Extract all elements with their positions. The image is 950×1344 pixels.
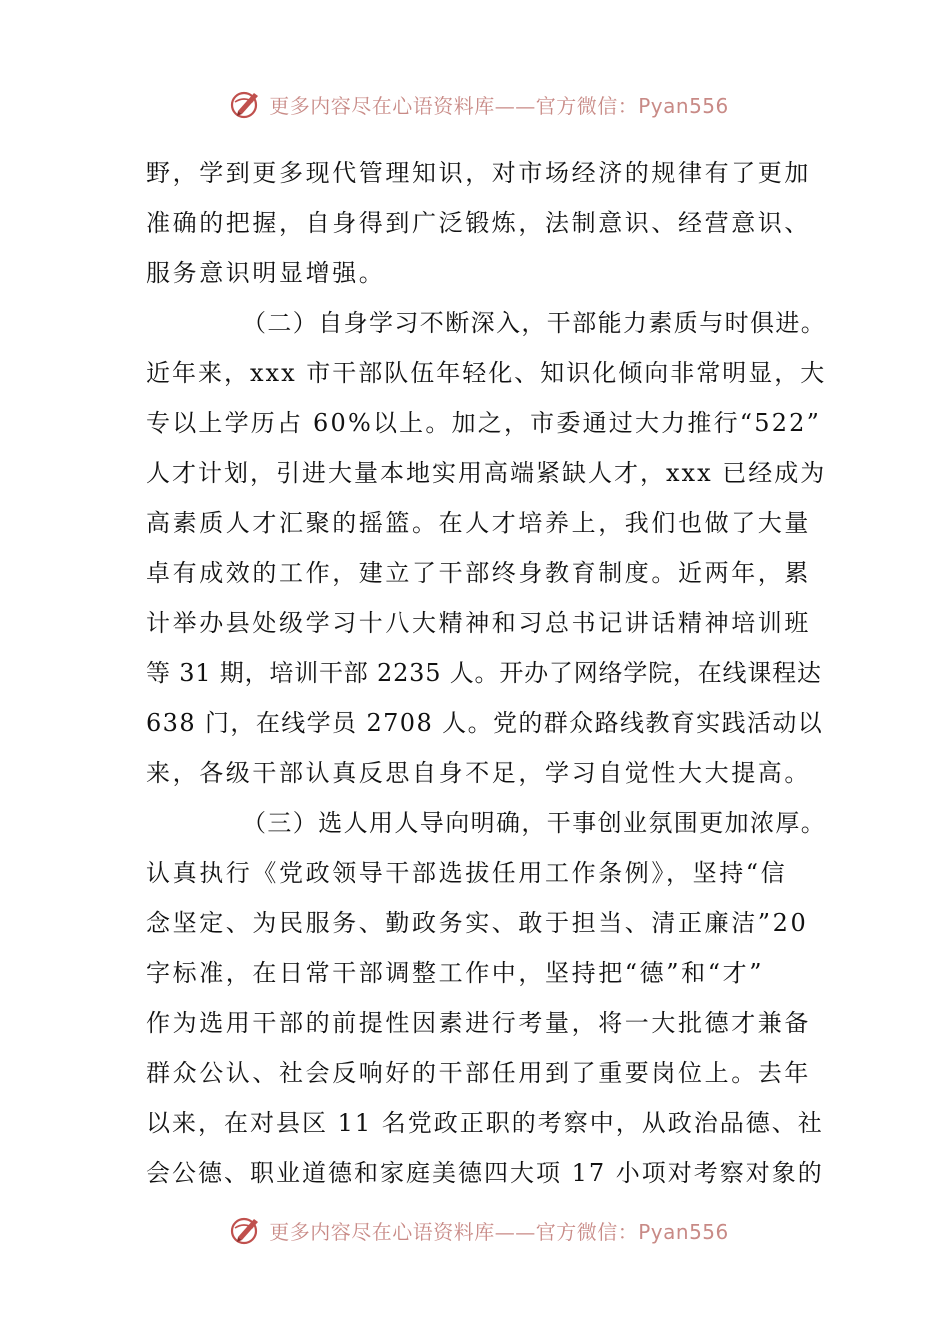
header-banner-content	[229, 86, 729, 122]
pen-logo-icon	[229, 86, 265, 122]
text-line: 服务意识明显增强。	[146, 259, 386, 287]
text-line: 准确的把握，自身得到广泛锻炼，法制意识、经营意识、	[146, 209, 811, 237]
text-line: 以来，在对县区 11 名党政正职的考察中，从政治品德、社	[146, 1109, 824, 1137]
banner-slogan	[269, 1216, 729, 1245]
text-line: 会公德、职业道德和家庭美德四大项 17 小项对考察对象的	[146, 1159, 824, 1187]
footer-banner-content	[229, 1212, 729, 1248]
text-line: 等 31 期，培训干部 2235 人。开办了网络学院，在线课程达	[146, 659, 822, 687]
text-line: 念坚定、为民服务、勤政务实、敢于担当、清正廉洁”20	[146, 909, 809, 937]
text-line: 认真执行《党政领导干部选拔任用工作条例》，坚持“信	[146, 859, 788, 887]
text-line: 作为选用干部的前提性因素进行考量，将一大批德才兼备	[146, 1009, 811, 1037]
section-heading-3: （三）选人用人导向明确，干事创业氛围更加浓厚。	[242, 809, 827, 837]
document-body	[146, 148, 826, 1198]
text-line: 高素质人才汇聚的摇篮。在人才培养上，我们也做了大量	[146, 509, 811, 537]
header-banner	[0, 82, 950, 126]
text-line: 卓有成效的工作，建立了干部终身教育制度。近两年，累	[146, 559, 811, 587]
text-line: 近年来，xxx 市干部队伍年轻化、知识化倾向非常明显，大	[146, 359, 827, 387]
text-line: 638 门，在线学员 2708 人。党的群众路线教育实践活动以	[146, 709, 824, 737]
text-line: 计举办县处级学习十八大精神和习总书记讲话精神培训班	[146, 609, 811, 637]
banner-wechat-id: Pyan556	[638, 93, 729, 118]
banner-slogan	[269, 90, 729, 119]
text-line: 专以上学历占 60%以上。加之，市委通过大力推行“522”	[146, 409, 822, 437]
footer-banner	[0, 1208, 950, 1252]
banner-slogan-text: 更多内容尽在心语资料库——官方微信：	[269, 1219, 639, 1244]
text-line: 来，各级干部认真反思自身不足，学习自觉性大大提高。	[146, 759, 811, 787]
text-line: 字标准，在日常干部调整工作中，坚持把“德”和“才”	[146, 959, 765, 987]
banner-wechat-id: Pyan556	[638, 1219, 729, 1244]
text-line: 人才计划，引进大量本地实用高端紧缺人才，xxx 已经成为	[146, 459, 827, 487]
banner-slogan-text: 更多内容尽在心语资料库——官方微信：	[269, 93, 639, 118]
text-line: 野，学到更多现代管理知识，对市场经济的规律有了更加	[146, 159, 811, 187]
section-heading-2: （二）自身学习不断深入，干部能力素质与时俱进。	[242, 309, 827, 337]
text-line: 群众公认、社会反响好的干部任用到了重要岗位上。去年	[146, 1059, 811, 1087]
pen-logo-icon	[229, 1212, 265, 1248]
